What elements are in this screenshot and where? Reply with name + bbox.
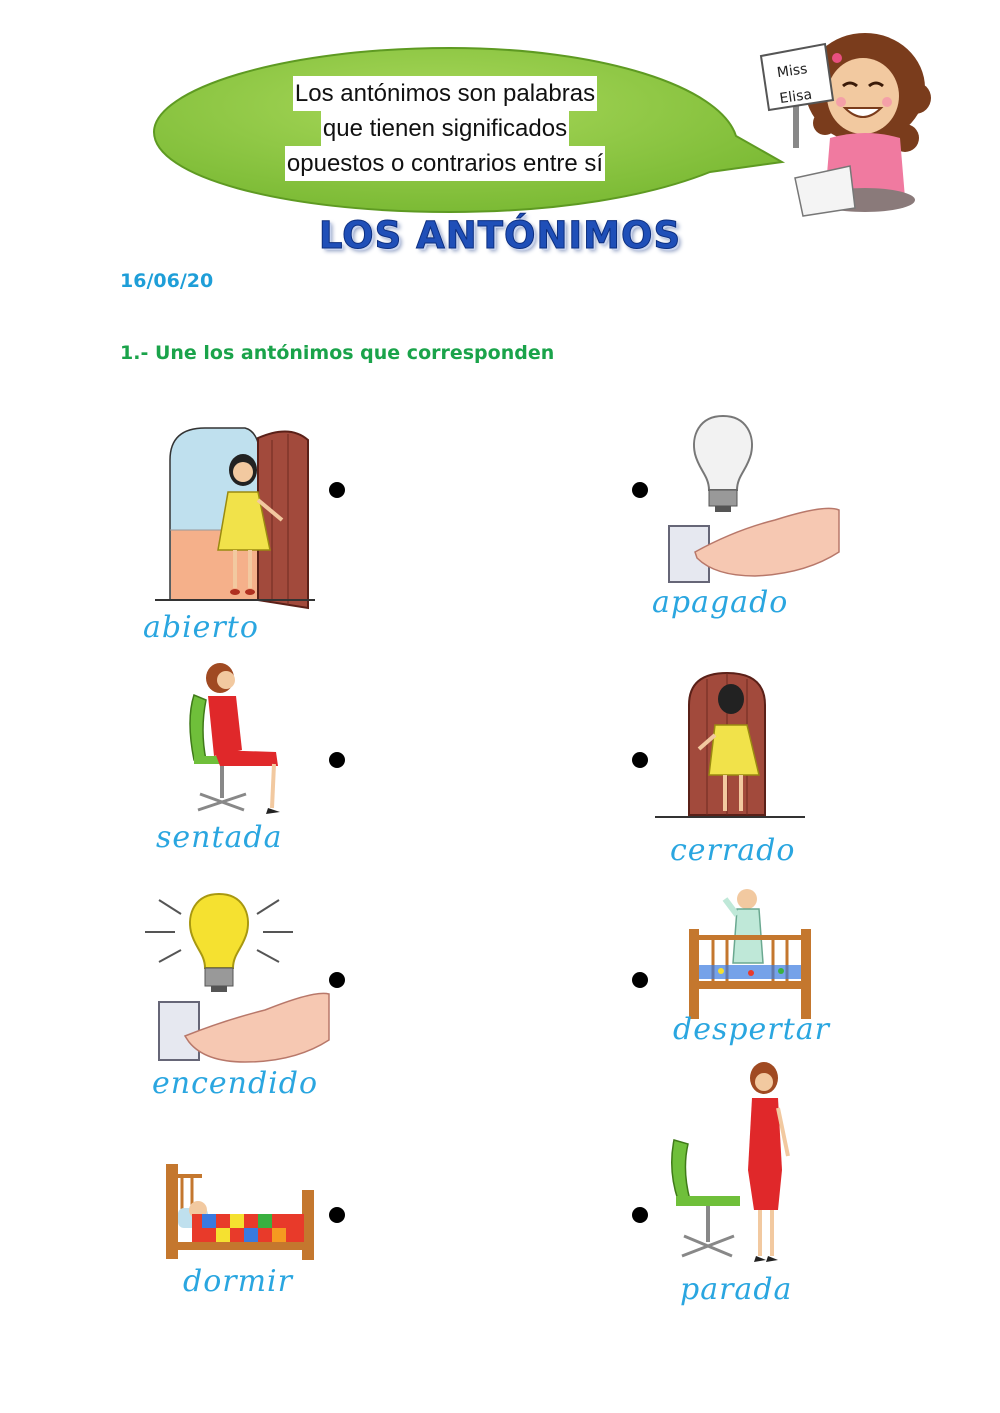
- definition-text: [260, 76, 630, 181]
- definition-line-2: que tienen significados: [321, 111, 569, 146]
- closed-door-girl-icon: [655, 665, 805, 825]
- word-parada: parada: [680, 1272, 793, 1307]
- avatar-sign: [759, 54, 830, 114]
- match-dot-right-1[interactable]: [632, 482, 648, 498]
- word-encendido: encendido: [152, 1066, 319, 1101]
- awake-crib-icon: [685, 885, 815, 1025]
- light-off-icon: [665, 412, 840, 587]
- match-dot-right-3[interactable]: [632, 972, 648, 988]
- match-dot-left-2[interactable]: [329, 752, 345, 768]
- exercise-instruction: 1.- Une los antónimos que corresponden: [120, 342, 555, 364]
- match-dot-right-4[interactable]: [632, 1207, 648, 1223]
- match-dot-right-2[interactable]: [632, 752, 648, 768]
- word-dormir: dormir: [183, 1264, 293, 1299]
- open-door-girl-icon: [150, 420, 320, 615]
- definition-line-3: opuestos o contrarios entre sí: [285, 146, 605, 181]
- word-despertar: despertar: [673, 1012, 830, 1047]
- match-dot-left-4[interactable]: [329, 1207, 345, 1223]
- sleeping-bed-icon: [162, 1160, 322, 1265]
- word-cerrado: cerrado: [670, 833, 796, 868]
- page-title: LOS ANTÓNIMOS: [318, 214, 682, 257]
- sign-line-2: Elisa: [778, 86, 814, 108]
- match-dot-left-3[interactable]: [329, 972, 345, 988]
- sign-line-1: Miss: [775, 61, 809, 82]
- teacher-avatar-icon: [755, 28, 935, 218]
- word-apagado: apagado: [652, 585, 789, 620]
- light-on-icon: [145, 890, 330, 1070]
- definition-line-1: Los antónimos son palabras: [293, 76, 597, 111]
- match-dot-left-1[interactable]: [329, 482, 345, 498]
- seated-woman-icon: [180, 660, 300, 825]
- standing-woman-icon: [660, 1060, 810, 1275]
- word-sentada: sentada: [156, 820, 283, 855]
- date-label: 16/06/20: [120, 270, 214, 292]
- word-abierto: abierto: [143, 610, 259, 645]
